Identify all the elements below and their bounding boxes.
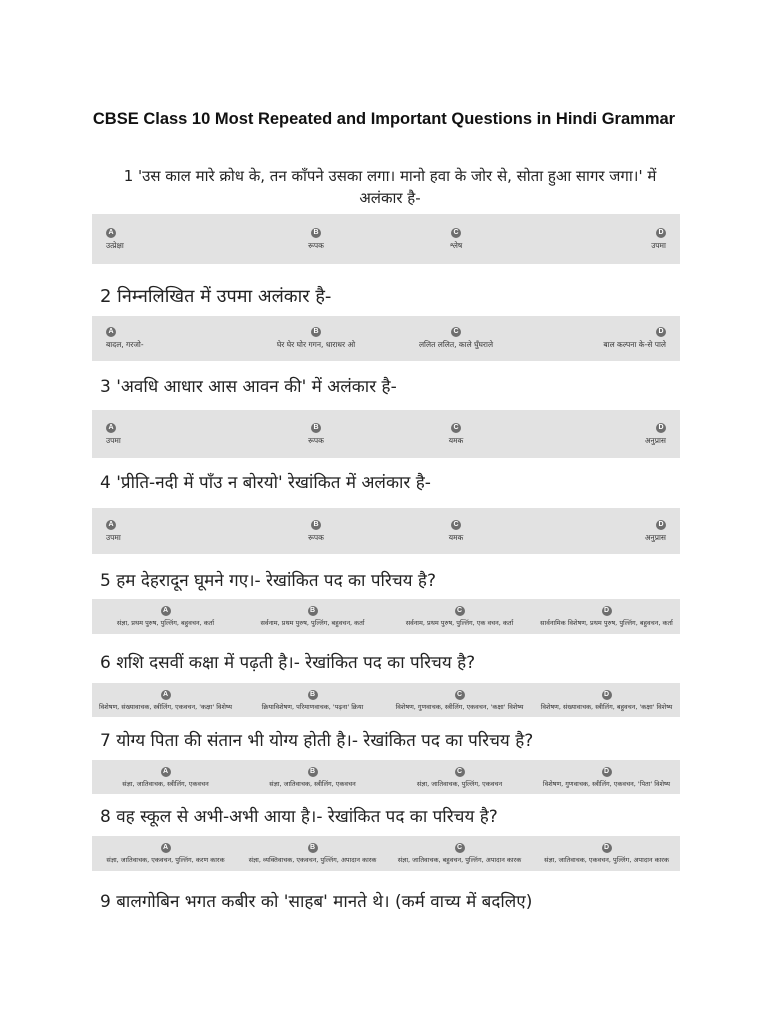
option-text: उपमा xyxy=(106,435,121,445)
option-text: रूपक xyxy=(308,240,324,250)
option-letter-badge: B xyxy=(308,690,318,700)
question-3-options xyxy=(92,410,680,458)
option-a[interactable] xyxy=(92,316,246,361)
option-text: संज्ञा, जातिवाचक, एकवचन, पुल्लिंग, अपादान कारक xyxy=(544,856,669,864)
question-1-options xyxy=(92,214,680,264)
option-d[interactable] xyxy=(526,316,680,361)
option-letter-badge: C xyxy=(451,327,461,337)
question-2-text: 2 निम्नलिखित में उपमा अलंकार है- xyxy=(100,286,332,307)
option-letter-badge: B xyxy=(311,423,321,433)
option-c[interactable] xyxy=(386,316,526,361)
option-d[interactable] xyxy=(533,760,680,794)
question-7-text: 7 योग्य पिता की संतान भी योग्य होती है।- रेखांकित पद का परिचय है? xyxy=(100,731,534,751)
option-text: संज्ञा, व्यक्तिवाचक, एकवचन, पुल्लिंग, अपादान कारक xyxy=(248,856,377,864)
option-b[interactable] xyxy=(246,316,386,361)
option-text: संज्ञा, जातिवाचक, स्त्रीलिंग, एकवचन xyxy=(122,779,209,788)
option-c[interactable] xyxy=(386,410,526,458)
option-letter-badge: D xyxy=(656,327,666,337)
question-1-text: 1 'उस काल मारे क्रोध के, तन काँपने उसका लगा। मानो हवा के जोर से, सोता हुआ सागर जगा।' में अलंकार है- xyxy=(123,167,657,207)
option-letter-badge: D xyxy=(602,690,612,700)
option-a[interactable] xyxy=(92,683,239,717)
option-text: सार्वनामिक विशेषण, प्रथम पुरुष, पुल्लिंग, बहुवचन, कर्ता xyxy=(540,619,673,627)
option-a[interactable] xyxy=(92,836,239,871)
option-text: संज्ञा, जातिवाचक, पुल्लिंग, एकवचन xyxy=(416,779,503,788)
option-text: उपमा xyxy=(651,240,666,250)
option-text: विशेषण, संख्यावाचक, स्त्रीलिंग, बहुवचन, 'कक्षा' विशेष्य xyxy=(540,702,673,711)
option-letter-badge: B xyxy=(308,606,318,616)
question-6-text: 6 शशि दसवीं कक्षा में पढ़ती है।- रेखांकित पद का परिचय है? xyxy=(100,653,476,673)
option-letter-badge: C xyxy=(455,843,465,853)
option-letter-badge: D xyxy=(602,767,612,777)
option-text: सर्वनाम, प्रथम पुरुष, पुल्लिंग, एक वचन, कर्ता xyxy=(405,619,514,627)
option-b[interactable] xyxy=(239,683,386,717)
question-5-text: 5 हम देहरादून घूमने गए।- रेखांकित पद का परिचय है? xyxy=(100,571,436,591)
option-text: संज्ञा, प्रथम पुरुष, पुल्लिंग, बहुवचन, कर्ता xyxy=(116,619,215,627)
option-b[interactable] xyxy=(239,599,386,634)
option-text: रूपक xyxy=(308,532,324,542)
option-d[interactable] xyxy=(526,214,680,264)
option-text: उपमा xyxy=(106,532,121,542)
option-text: संज्ञा, जातिवाचक, बहुवचन, पुल्लिंग, अपादान कारक xyxy=(397,856,522,864)
question-5-options xyxy=(92,599,680,634)
question-7-options xyxy=(92,760,680,794)
option-text: घेर घेर घोर गगन, धाराधर ओ xyxy=(276,340,356,349)
option-text: अनुप्रास xyxy=(644,532,666,542)
option-c[interactable] xyxy=(386,760,533,794)
option-text: यमक xyxy=(448,435,464,445)
option-d[interactable] xyxy=(533,836,680,871)
option-text: क्रियाविशेषण, परिमाणवाचक, 'पढ़ना' क्रिया xyxy=(261,702,364,711)
option-b[interactable] xyxy=(246,214,386,264)
option-letter-badge: A xyxy=(106,228,116,238)
option-text: ललित ललित, काले घुँघराले xyxy=(418,340,494,349)
option-text: विशेषण, गुणवाचक, स्त्रीलिंग, एकवचन, 'पिता' विशेष्य xyxy=(542,779,671,788)
option-letter-badge: A xyxy=(161,767,171,777)
option-letter-badge: B xyxy=(308,843,318,853)
question-4-options xyxy=(92,508,680,554)
option-b[interactable] xyxy=(239,760,386,794)
option-letter-badge: D xyxy=(656,228,666,238)
question-4-text: 4 'प्रीति-नदी में पाँउ न बोरयो' रेखांकित में अलंकार है- xyxy=(100,473,431,493)
option-letter-badge: B xyxy=(311,228,321,238)
option-c[interactable] xyxy=(386,508,526,554)
option-text: संज्ञा, जातिवाचक, स्त्रीलिंग, एकवचन xyxy=(269,779,356,788)
option-text: यमक xyxy=(448,532,464,542)
option-letter-badge: A xyxy=(161,690,171,700)
option-letter-badge: A xyxy=(106,520,116,530)
option-letter-badge: D xyxy=(656,423,666,433)
option-d[interactable] xyxy=(533,683,680,717)
option-b[interactable] xyxy=(246,410,386,458)
option-a[interactable] xyxy=(92,508,246,554)
option-letter-badge: B xyxy=(311,520,321,530)
option-letter-badge: D xyxy=(602,843,612,853)
option-text: उत्प्रेक्षा xyxy=(106,240,124,250)
option-letter-badge: C xyxy=(451,520,461,530)
question-8-text: 8 वह स्कूल से अभी-अभी आया है।- रेखांकित पद का परिचय है? xyxy=(100,807,498,827)
option-c[interactable] xyxy=(386,836,533,871)
question-6-options xyxy=(92,683,680,717)
option-letter-badge: C xyxy=(451,228,461,238)
question-2-options xyxy=(92,316,680,361)
option-letter-badge: A xyxy=(161,606,171,616)
option-letter-badge: C xyxy=(455,767,465,777)
option-text: अनुप्रास xyxy=(644,435,666,445)
option-letter-badge: A xyxy=(161,843,171,853)
option-a[interactable] xyxy=(92,760,239,794)
question-8-options xyxy=(92,836,680,871)
option-text: श्लेष xyxy=(449,240,463,250)
option-letter-badge: A xyxy=(106,423,116,433)
question-9-text: 9 बालगोबिन भगत कबीर को 'साहब' मानते थे। (कर्म वाच्य में बदलिए) xyxy=(100,892,533,912)
option-d[interactable] xyxy=(526,508,680,554)
option-letter-badge: C xyxy=(451,423,461,433)
option-letter-badge: A xyxy=(106,327,116,337)
option-a[interactable] xyxy=(92,214,246,264)
option-d[interactable] xyxy=(533,599,680,634)
option-d[interactable] xyxy=(526,410,680,458)
option-c[interactable] xyxy=(386,599,533,634)
option-letter-badge: D xyxy=(602,606,612,616)
option-c[interactable] xyxy=(386,683,533,717)
option-text: संज्ञा, जातिवाचक, एकवचन, पुल्लिंग, करण कारक xyxy=(106,856,225,864)
option-a[interactable] xyxy=(92,410,246,458)
document-title: CBSE Class 10 Most Repeated and Important Questions in Hindi Grammar xyxy=(92,110,676,128)
option-letter-badge: D xyxy=(656,520,666,530)
option-a[interactable] xyxy=(92,599,239,634)
option-b[interactable] xyxy=(239,836,386,871)
option-text: सर्वनाम, प्रथम पुरुष, पुल्लिंग, बहुवचन, कर्ता xyxy=(260,619,365,627)
option-letter-badge: C xyxy=(455,690,465,700)
option-text: रूपक xyxy=(308,435,324,445)
option-letter-badge: B xyxy=(311,327,321,337)
question-3-text: 3 'अवधि आधार आस आवन की' में अलंकार है- xyxy=(100,377,397,397)
option-text: बाल कल्पना के-से पाले xyxy=(603,340,666,349)
option-text: विशेषण, संख्यावाचक, स्त्रीलिंग, एकवचन, 'कक्षा' विशेष्य xyxy=(98,702,233,711)
option-b[interactable] xyxy=(246,508,386,554)
option-letter-badge: C xyxy=(455,606,465,616)
option-text: बादल, गरजो- xyxy=(106,340,144,349)
option-letter-badge: B xyxy=(308,767,318,777)
option-c[interactable] xyxy=(386,214,526,264)
option-text: विशेषण, गुणवाचक, स्त्रीलिंग, एकवचन, 'कक्षा' विशेष्य xyxy=(395,702,524,711)
